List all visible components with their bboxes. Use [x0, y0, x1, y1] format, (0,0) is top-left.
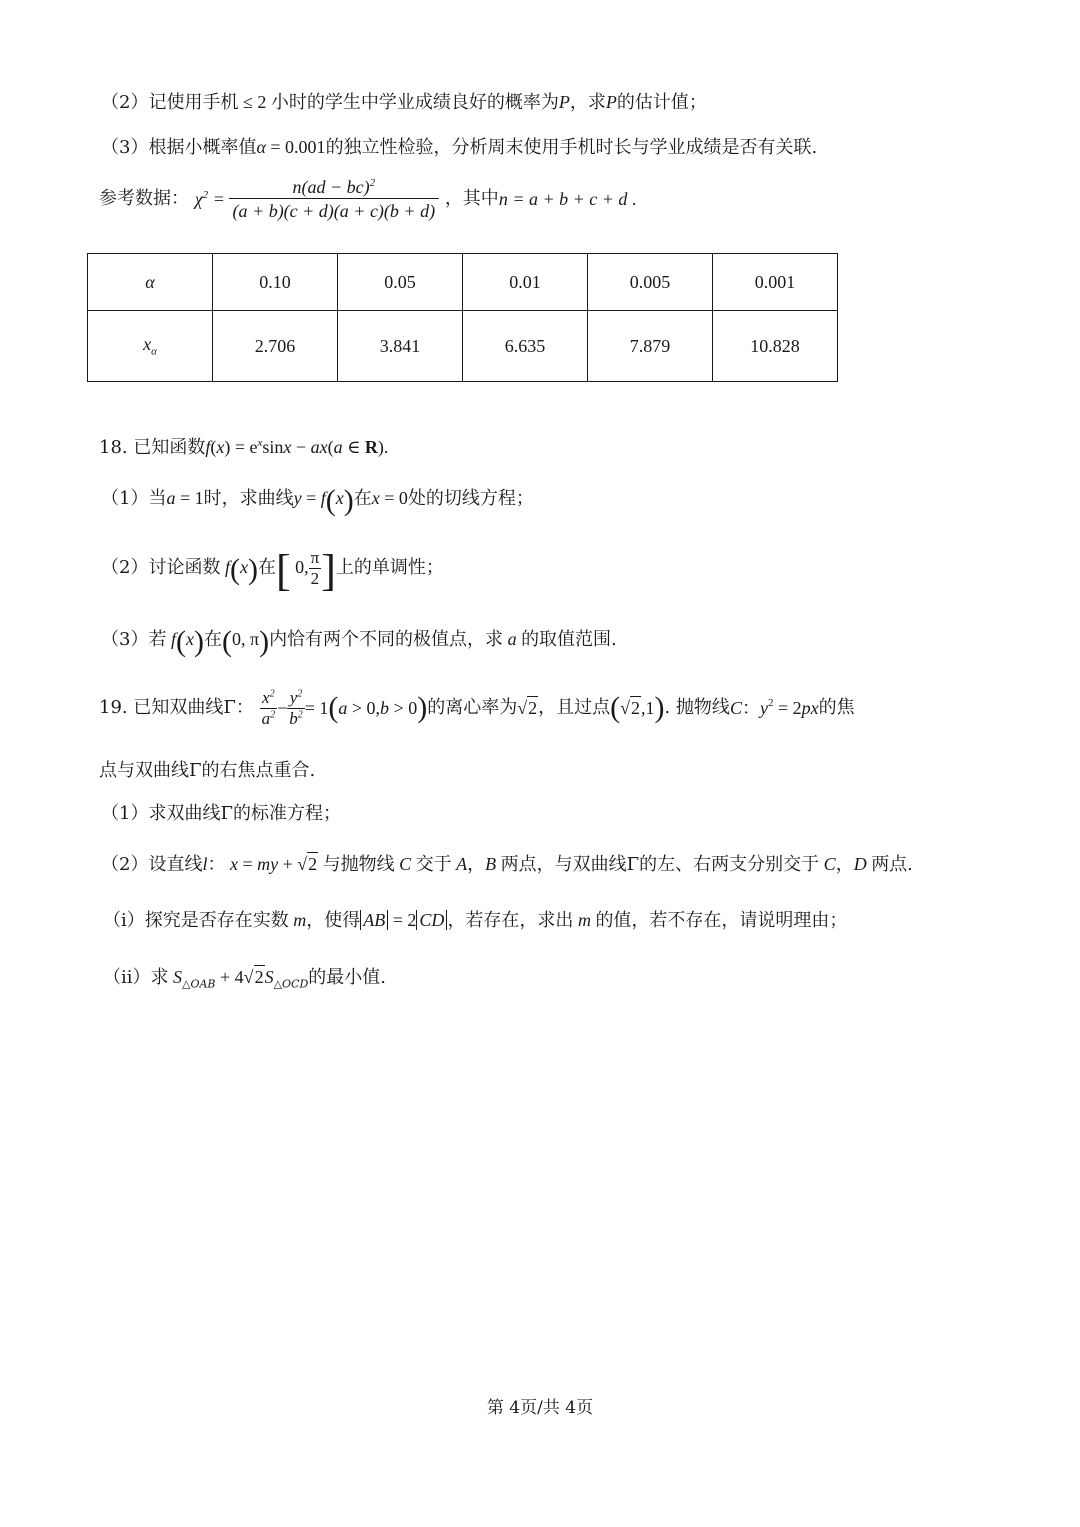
table-row: [88, 311, 838, 382]
table-cell: 2.706: [213, 311, 338, 382]
q18-part1: （1）当a = 1时，求曲线y = f(x)在x = 0处的切线方程；: [101, 484, 534, 517]
table-row: [88, 254, 838, 311]
page-footer: 第 4页/共 4页: [486, 1398, 594, 1418]
table-row-label: $x_\alpha$: [88, 311, 213, 382]
table-header-cell: α: [88, 254, 213, 311]
q18-part3: （3）若 f(x)在(0, π)内恰有两个不同的极值点，求 a 的取值范围.: [101, 625, 617, 658]
q19-stem-line2: 点与双曲线Γ的右焦点重合.: [99, 760, 316, 781]
critical-value-table: [87, 253, 838, 382]
q19-part2: （2）设直线l： x = my + √2 与抛物线 C 交于 A，B 两点，与双曲线Γ的左、右两支分别交于 C，D 两点.: [101, 854, 913, 875]
q19-stem: 19. 已知双曲线Γ： $\frac{x^2}{a^2}$ − $\frac{y^2}{b^2}$ = 1(a > 0,b > 0)的离心率为√2，且过点(√2,1). 抛物线C：$y^2 = 2px$的焦: [99, 688, 855, 728]
q17-part3: （3）根据小概率值α = 0.001的独立性检验，分析周末使用手机时长与学业成绩是否有关联.: [101, 137, 818, 158]
q18-part2: （2）讨论函数 f(x)在[ 0, $\frac{\pi}{2}$ ]上的单调性；: [101, 546, 444, 596]
table-cell: 10.828: [713, 311, 838, 382]
q17-part2: （2）记使用手机 ≤ 2 小时的学生中学业成绩良好的概率为P，求P的估计值；: [101, 92, 707, 113]
table-header-cell: 0.01: [463, 254, 588, 311]
table-header-cell: 0.05: [338, 254, 463, 311]
chi-square-formula: 参考数据： $\chi^2$ = $\frac{n(ad - bc)^2}{(a + b)(c + d)(a + c)(b + d)}$ ，其中n = a + b + c + d .: [99, 177, 637, 221]
q19-sub-i: （i）探究是否存在实数 m，使得 AB = 2 CD ，若存在，求出 m 的值，若不存在，请说明理由；: [103, 910, 848, 931]
q18-stem: 18. 已知函数$f(x) = e^x\sin x - ax(a$ ∈ R).: [99, 437, 389, 458]
table-header-cell: 0.005: [588, 254, 713, 311]
q19-part1: （1）求双曲线Γ的标准方程；: [101, 803, 341, 824]
table-header-cell: 0.001: [713, 254, 838, 311]
table-cell: 6.635: [463, 311, 588, 382]
table-cell: 7.879: [588, 311, 713, 382]
table-cell: 3.841: [338, 311, 463, 382]
q19-sub-ii: （ii）求 $S_{\triangle OAB} + 4√2S_{\triangle OCD}$的最小值.: [103, 967, 387, 991]
table-header-cell: 0.10: [213, 254, 338, 311]
